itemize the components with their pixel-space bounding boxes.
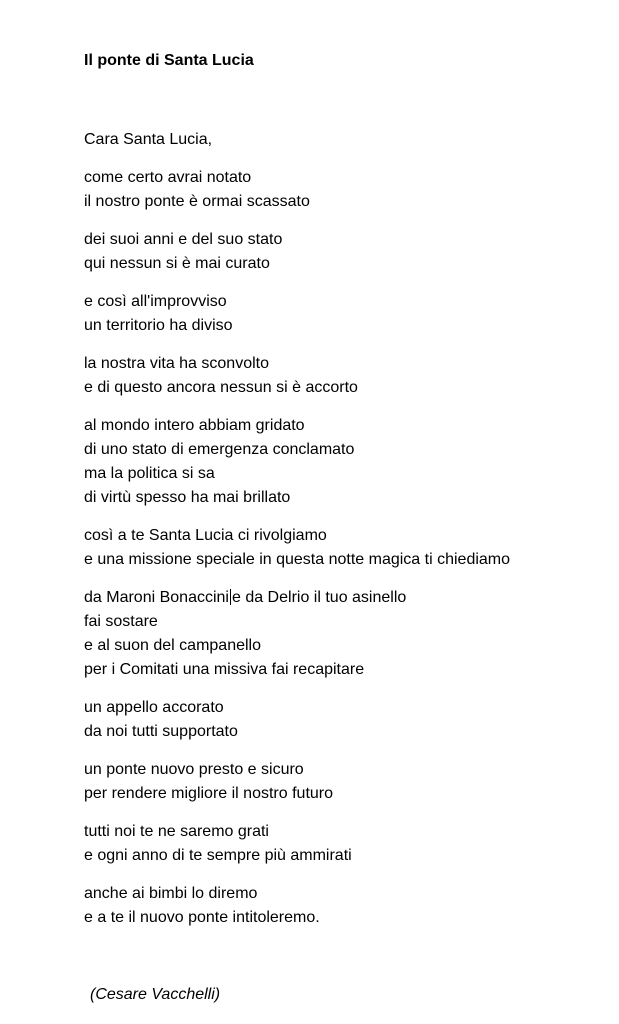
poem-line: per i Comitati una missiva fai recapitare (84, 661, 365, 678)
poem-line (84, 586, 614, 610)
greeting: Cara Santa Lucia, (84, 131, 213, 148)
poem-line: da noi tutti supportato (84, 723, 238, 740)
poem-line: fai sostare (84, 613, 158, 630)
poem-line: dei suoi anni e del suo stato (84, 231, 283, 248)
poem-body (84, 128, 614, 930)
poem-line: tutti noi te ne saremo grati (84, 823, 269, 840)
poem-line-segment: e da Delrio il tuo asinello (231, 589, 407, 606)
poem-line: e di questo ancora nessun si è accorto (84, 379, 358, 396)
poem-line: un ponte nuovo presto e sicuro (84, 761, 304, 778)
poem-line: come certo avrai notato (84, 169, 252, 186)
poem-line: di uno stato di emergenza conclamato (84, 441, 355, 458)
poem-line: così a te Santa Lucia ci rivolgiamo (84, 527, 327, 544)
poem-line: qui nessun si è mai curato (84, 255, 270, 272)
poem-line: di virtù spesso ha mai brillato (84, 489, 291, 506)
text-cursor (230, 589, 231, 605)
poem-line: per rendere migliore il nostro futuro (84, 785, 334, 802)
poem-line: il nostro ponte è ormai scassato (84, 193, 310, 210)
poem-line: e così all'improvviso (84, 293, 227, 310)
poem-line: e al suon del campanello (84, 637, 262, 654)
poem-line: un appello accorato (84, 699, 224, 716)
poem-line: e a te il nuovo ponte intitoleremo. (84, 909, 320, 926)
poem-line: ma la politica si sa (84, 465, 215, 482)
poem-line: e ogni anno di te sempre più ammirati (84, 847, 352, 864)
poem-line-segment: da Maroni Bonaccini (84, 589, 229, 606)
poem-line: e una missione speciale in questa notte magica ti chiediamo (84, 551, 511, 568)
poem-line: la nostra vita ha sconvolto (84, 355, 269, 372)
author-signature: (Cesare Vacchelli) (90, 986, 221, 1003)
poem-line: un territorio ha diviso (84, 317, 233, 334)
poem-line: anche ai bimbi lo diremo (84, 885, 258, 902)
poem-title: Il ponte di Santa Lucia (84, 52, 254, 69)
poem-line: al mondo intero abbiam gridato (84, 417, 305, 434)
